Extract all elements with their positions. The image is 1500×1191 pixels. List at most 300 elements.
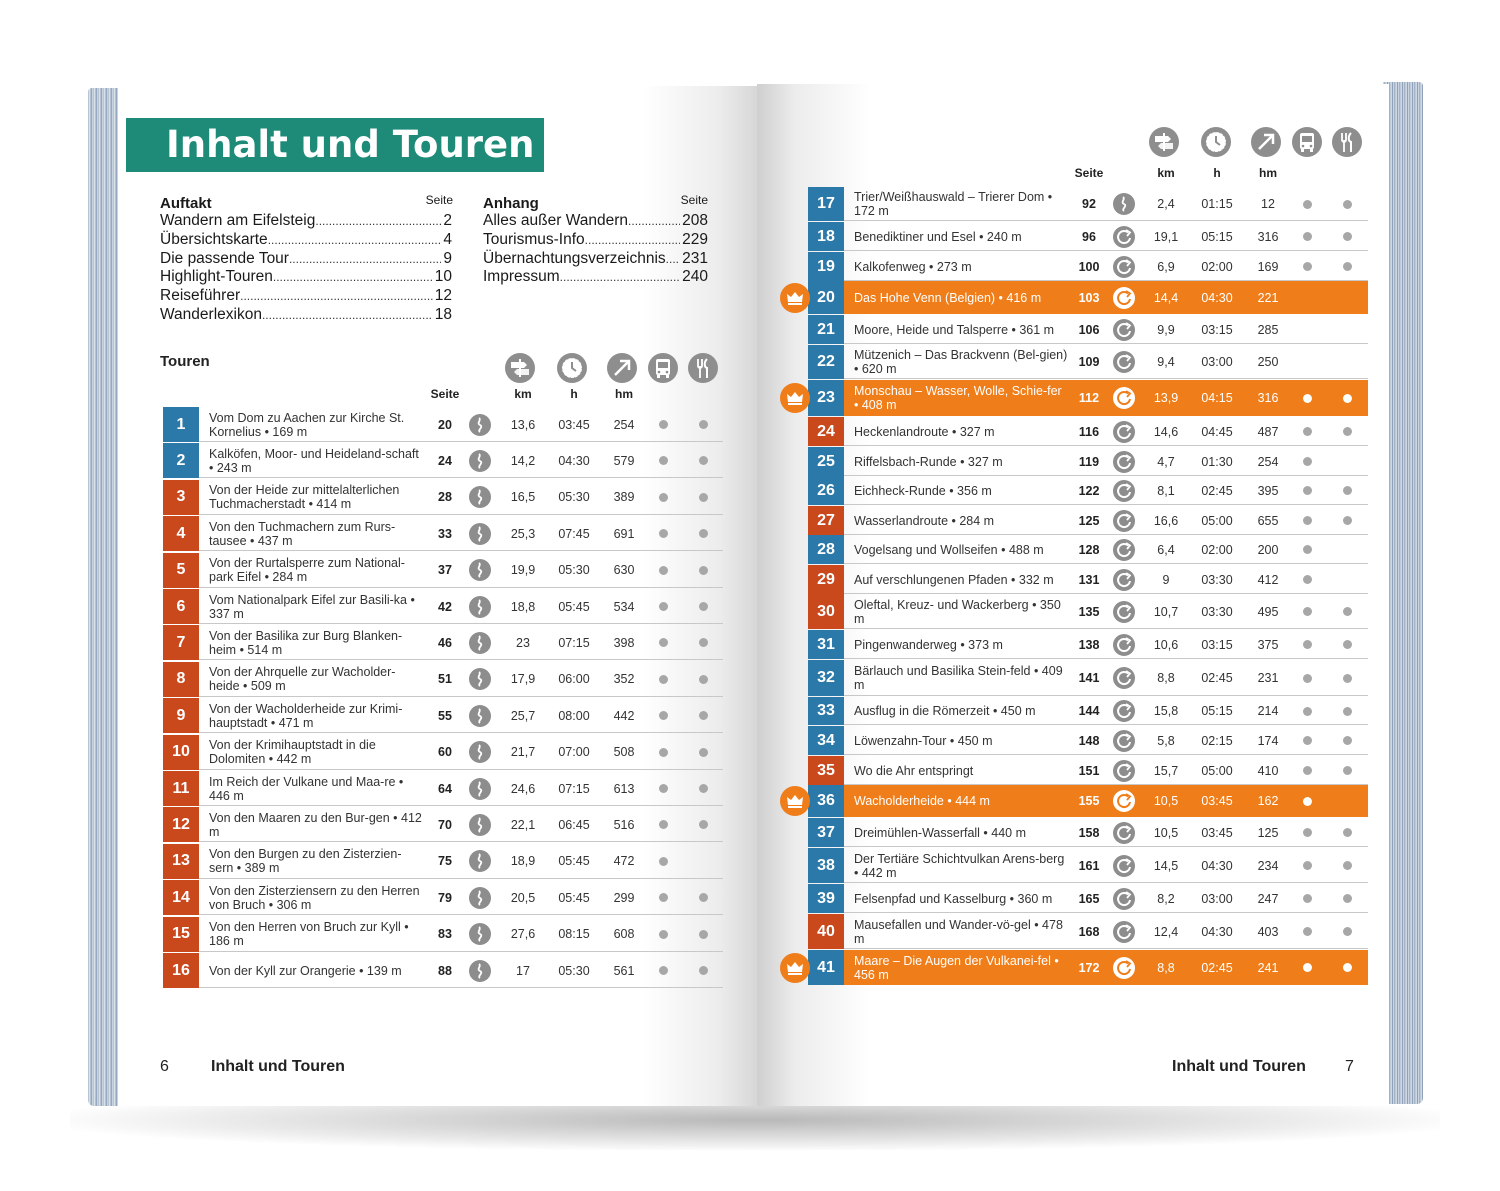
bus-marker-cell xyxy=(653,844,673,879)
tour-row[interactable] xyxy=(808,697,1368,725)
linear-route-icon xyxy=(469,814,491,836)
tour-number: 27 xyxy=(808,506,844,535)
toc-anhang xyxy=(483,195,708,287)
loop-route-icon xyxy=(1113,888,1135,910)
tour-number: 20 xyxy=(808,281,844,314)
tour-row[interactable] xyxy=(808,380,1368,416)
column-header-seite: Seite xyxy=(1074,166,1104,180)
tour-name: Pingenwanderweg • 373 m xyxy=(854,637,1003,652)
tour-type-cell xyxy=(465,625,495,660)
tour-type-cell xyxy=(1109,506,1139,535)
tour-duration: 07:00 xyxy=(558,745,590,760)
bus-marker-cell xyxy=(1297,785,1317,817)
tour-page: 96 xyxy=(1082,229,1096,244)
loop-route-icon xyxy=(1113,957,1135,979)
food-available-dot xyxy=(1343,232,1352,241)
row-divider xyxy=(844,846,1368,847)
bus-marker-cell xyxy=(1297,565,1317,594)
tour-elevation: 125 xyxy=(1257,825,1279,840)
tour-type-cell xyxy=(1109,535,1139,564)
tour-page: 20 xyxy=(438,417,452,432)
tour-row[interactable] xyxy=(163,917,723,952)
tour-km: 25,7 xyxy=(510,708,536,723)
tour-page: 144 xyxy=(1078,704,1100,718)
food-marker-cell xyxy=(1337,630,1357,659)
tour-km: 18,9 xyxy=(510,854,536,869)
toc-entry[interactable] xyxy=(160,231,452,250)
loop-route-icon xyxy=(1113,287,1135,309)
loop-route-icon xyxy=(1113,790,1135,812)
loop-route-icon xyxy=(1113,451,1135,473)
food-available-dot xyxy=(1343,927,1352,936)
toc-entry[interactable] xyxy=(483,268,708,287)
tour-km: 16,5 xyxy=(510,490,536,505)
tour-row[interactable] xyxy=(808,281,1368,314)
tour-page: 88 xyxy=(438,963,452,978)
tour-km: 15,7 xyxy=(1153,763,1179,778)
tour-km: 24,6 xyxy=(510,781,536,796)
tour-elevation: 352 xyxy=(613,672,635,687)
tour-number: 4 xyxy=(163,516,199,551)
highlight-crown-icon xyxy=(780,786,810,816)
tour-page: 158 xyxy=(1078,825,1100,840)
food-marker-cell xyxy=(693,625,713,660)
bus-marker-cell xyxy=(653,771,673,806)
loop-route-icon xyxy=(1113,601,1135,623)
tour-row[interactable] xyxy=(808,345,1368,379)
tour-row[interactable] xyxy=(808,476,1368,505)
toc-entry-label: Übersichtskarte xyxy=(160,230,268,248)
tour-type-cell xyxy=(1109,884,1139,913)
tour-number: 38 xyxy=(808,848,844,883)
tour-duration: 08:00 xyxy=(558,708,590,723)
column-header-km: km xyxy=(514,387,532,401)
toc-leader-dots xyxy=(262,306,433,325)
tour-row[interactable] xyxy=(163,771,723,806)
linear-route-icon xyxy=(469,887,491,909)
food-marker-cell xyxy=(1337,914,1357,949)
tour-row[interactable] xyxy=(808,222,1368,251)
tour-number: 36 xyxy=(808,785,844,817)
tour-page: 135 xyxy=(1078,604,1100,619)
row-divider xyxy=(844,220,1368,221)
bus-available-dot xyxy=(659,529,668,538)
tour-row[interactable] xyxy=(808,785,1368,817)
food-available-dot xyxy=(1343,486,1352,495)
food-available-dot xyxy=(699,675,708,684)
tour-km: 10,5 xyxy=(1153,825,1179,840)
tour-name: Riffelsbach-Runde • 327 m xyxy=(854,454,1003,469)
food-available-dot xyxy=(1343,861,1352,870)
tour-row[interactable] xyxy=(163,662,723,697)
toc-entry-label: Tourismus-Info xyxy=(483,230,585,248)
food-marker-cell xyxy=(693,917,713,952)
tour-row[interactable] xyxy=(808,506,1368,535)
tour-duration: 03:30 xyxy=(1201,604,1233,619)
tour-elevation: 403 xyxy=(1257,924,1279,939)
tour-row[interactable] xyxy=(808,848,1368,883)
tour-page: 141 xyxy=(1078,671,1100,685)
tour-row[interactable] xyxy=(808,252,1368,281)
footer-page-number-left: 6 xyxy=(160,1058,169,1075)
tour-row[interactable] xyxy=(163,480,723,515)
tour-elevation: 162 xyxy=(1257,794,1279,808)
tour-km: 25,3 xyxy=(510,526,536,541)
toc-entry[interactable] xyxy=(483,250,708,269)
bus-marker-cell xyxy=(1297,222,1317,251)
food-marker-cell xyxy=(1337,848,1357,883)
toc-anhang-heading: Anhang xyxy=(483,195,539,212)
loop-route-icon xyxy=(1113,921,1135,943)
food-marker-cell xyxy=(693,443,713,478)
food-available-dot xyxy=(1343,262,1352,271)
tour-type-cell xyxy=(1109,222,1139,251)
tour-number: 1 xyxy=(163,407,199,442)
toc-leader-dots xyxy=(273,268,433,287)
tour-row[interactable] xyxy=(163,589,723,624)
tour-km: 18,8 xyxy=(510,599,536,614)
tour-row[interactable] xyxy=(808,660,1368,696)
tour-type-cell xyxy=(465,953,495,988)
linear-route-icon xyxy=(469,450,491,472)
row-divider xyxy=(844,628,1368,629)
toc-entry-label: Wandern am Eifelsteig xyxy=(160,212,316,229)
tour-row[interactable] xyxy=(163,953,723,988)
tour-row[interactable] xyxy=(808,818,1368,847)
clock-icon xyxy=(1201,127,1231,157)
linear-route-icon xyxy=(469,778,491,800)
tour-row[interactable] xyxy=(808,594,1368,629)
bus-available-dot xyxy=(659,493,668,502)
food-marker-cell xyxy=(693,589,713,624)
tour-km: 9,9 xyxy=(1157,322,1175,337)
tour-km: 13,6 xyxy=(510,417,536,432)
toc-auftakt-seite-label: Seite xyxy=(425,193,453,207)
tour-row[interactable] xyxy=(163,443,723,478)
tour-page: 165 xyxy=(1078,891,1100,906)
toc-entry-label: Impressum xyxy=(483,268,560,286)
food-marker-cell xyxy=(693,953,713,988)
toc-auftakt xyxy=(160,195,452,325)
tour-km: 10,5 xyxy=(1153,794,1179,808)
tour-type-cell xyxy=(1109,315,1139,344)
tour-row[interactable] xyxy=(808,950,1368,985)
tour-km: 21,7 xyxy=(510,745,536,760)
tour-name: Vogelsang und Wollseifen • 488 m xyxy=(854,542,1044,557)
tour-number: 11 xyxy=(163,771,199,806)
toc-leader-dots xyxy=(289,250,441,269)
tour-name: Von den Zisterziensern zu den Herren von Bruch • 306 m xyxy=(209,883,420,912)
food-available-dot xyxy=(699,638,708,647)
tour-name: Benediktiner und Esel • 240 m xyxy=(854,229,1022,244)
tour-name: Von der Basilika zur Burg Blanken-heim • 514 m xyxy=(209,628,403,657)
bus-marker-cell xyxy=(1297,726,1317,755)
tour-number: 28 xyxy=(808,535,844,564)
bus-marker-cell xyxy=(653,625,673,660)
tour-km: 4,7 xyxy=(1157,454,1175,469)
tour-name: Vom Dom zu Aachen zur Kirche St. Kornelius • 169 m xyxy=(209,410,405,439)
bus-marker-cell xyxy=(1297,380,1317,416)
tour-number: 9 xyxy=(163,698,199,733)
food-marker-cell xyxy=(1337,222,1357,251)
toc-entry[interactable] xyxy=(160,268,452,287)
tour-name: Von der Wacholderheide zur Krimi-hauptstadt • 471 m xyxy=(209,701,403,730)
tour-number: 26 xyxy=(808,476,844,505)
tour-km: 10,6 xyxy=(1153,637,1179,652)
tour-page: 92 xyxy=(1082,197,1096,211)
tour-row[interactable] xyxy=(163,844,723,879)
bus-available-dot xyxy=(659,420,668,429)
tour-row[interactable] xyxy=(808,417,1368,446)
tour-type-cell xyxy=(1109,697,1139,725)
tour-type-cell xyxy=(465,443,495,478)
food-marker-cell xyxy=(693,480,713,515)
tour-row[interactable] xyxy=(163,625,723,660)
bus-available-dot xyxy=(659,675,668,684)
tour-name: Oleftal, Kreuz- und Wackerberg • 350 m xyxy=(854,597,1061,626)
loop-route-icon xyxy=(1113,387,1135,409)
tour-type-cell xyxy=(465,771,495,806)
tour-page: 112 xyxy=(1078,391,1100,405)
tour-page: 172 xyxy=(1078,960,1100,975)
tour-duration: 04:30 xyxy=(1201,858,1233,873)
tour-elevation: 234 xyxy=(1257,858,1279,873)
tour-row[interactable] xyxy=(808,914,1368,949)
toc-entry-page: 4 xyxy=(443,230,452,248)
bus-marker-cell xyxy=(1297,506,1317,535)
toc-anhang-seite-label: Seite xyxy=(680,193,708,207)
tour-name: Maare – Die Augen der Vulkanei-fel • 456 m xyxy=(854,953,1059,982)
tour-elevation: 534 xyxy=(613,599,635,614)
bus-marker-cell xyxy=(1297,697,1317,725)
bus-available-dot xyxy=(659,930,668,939)
toc-entry-page: 10 xyxy=(434,268,452,286)
row-divider xyxy=(199,769,723,770)
bus-marker-cell xyxy=(653,880,673,915)
highlight-crown-icon xyxy=(780,953,810,983)
tour-row[interactable] xyxy=(808,187,1368,221)
tour-elevation: 200 xyxy=(1257,542,1279,557)
tour-duration: 05:30 xyxy=(558,563,590,578)
tour-duration: 02:15 xyxy=(1201,733,1233,748)
tour-duration: 03:45 xyxy=(1201,825,1233,840)
tour-duration: 04:30 xyxy=(1201,290,1233,305)
tour-number: 21 xyxy=(808,315,844,344)
bus-available-dot xyxy=(659,602,668,611)
column-header-hm: hm xyxy=(1259,166,1277,180)
tour-row[interactable] xyxy=(808,565,1368,594)
bus-marker-cell xyxy=(1297,884,1317,913)
tour-page: 60 xyxy=(438,745,452,760)
tour-name: Auf verschlungenen Pfaden • 332 m xyxy=(854,572,1054,587)
toc-entry[interactable] xyxy=(160,287,452,306)
tour-row[interactable] xyxy=(808,630,1368,659)
column-header-h: h xyxy=(570,387,578,401)
tour-elevation: 316 xyxy=(1257,391,1279,405)
bus-available-dot xyxy=(1303,427,1312,436)
bus-available-dot xyxy=(1303,640,1312,649)
tour-type-cell xyxy=(465,553,495,588)
tour-row[interactable] xyxy=(808,535,1368,564)
tour-type-cell xyxy=(1109,848,1139,883)
toc-leader-dots xyxy=(240,287,433,306)
toc-leader-dots xyxy=(628,212,680,231)
bus-available-dot xyxy=(1303,232,1312,241)
tour-elevation: 691 xyxy=(613,526,635,541)
tour-page: 83 xyxy=(438,927,452,942)
tour-duration: 05:45 xyxy=(558,599,590,614)
toc-entry[interactable] xyxy=(483,212,708,231)
tour-row[interactable] xyxy=(163,407,723,442)
food-available-dot xyxy=(699,566,708,575)
toc-entry[interactable] xyxy=(483,231,708,250)
touren-heading: Touren xyxy=(160,353,210,370)
tour-type-cell xyxy=(1109,950,1139,985)
tour-page: 100 xyxy=(1078,259,1100,274)
row-divider xyxy=(199,587,723,588)
tour-row[interactable] xyxy=(808,315,1368,344)
column-header-hm: hm xyxy=(615,387,633,401)
bus-marker-cell xyxy=(1297,914,1317,949)
tour-type-cell xyxy=(1109,660,1139,696)
tour-type-cell xyxy=(465,662,495,697)
toc-entry[interactable] xyxy=(160,212,452,231)
toc-entry[interactable] xyxy=(160,250,452,269)
tour-page: 116 xyxy=(1078,424,1100,439)
tour-page: 33 xyxy=(438,526,452,541)
tour-type-cell xyxy=(465,807,495,842)
tour-duration: 04:15 xyxy=(1201,391,1233,405)
tour-name: Kalkofenweg • 273 m xyxy=(854,259,972,274)
clock-icon xyxy=(557,353,587,383)
tour-elevation: 655 xyxy=(1257,513,1279,528)
linear-route-icon xyxy=(469,850,491,872)
tour-number: 19 xyxy=(808,252,844,281)
column-header-h: h xyxy=(1213,166,1221,180)
food-available-dot xyxy=(1343,516,1352,525)
tour-type-cell xyxy=(465,917,495,952)
bus-marker-cell xyxy=(653,480,673,515)
tour-row[interactable] xyxy=(808,447,1368,476)
tour-type-cell xyxy=(1109,818,1139,847)
bus-available-dot xyxy=(659,820,668,829)
tour-number: 18 xyxy=(808,222,844,251)
tour-type-cell xyxy=(1109,726,1139,755)
food-marker-cell xyxy=(1337,417,1357,446)
tour-duration: 05:45 xyxy=(558,890,590,905)
toc-entry-label: Alles außer Wandern xyxy=(483,212,629,229)
tour-row[interactable] xyxy=(808,884,1368,913)
food-available-dot xyxy=(699,820,708,829)
tour-duration: 05:45 xyxy=(558,854,590,869)
tour-elevation: 375 xyxy=(1257,637,1279,652)
loop-route-icon xyxy=(1113,539,1135,561)
tour-elevation: 487 xyxy=(1257,424,1279,439)
tour-duration: 05:15 xyxy=(1201,229,1233,244)
toc-entry-label: Reiseführer xyxy=(160,287,241,305)
tour-elevation: 516 xyxy=(613,817,635,832)
tour-elevation: 231 xyxy=(1257,671,1279,685)
tour-row[interactable] xyxy=(163,880,723,915)
food-available-dot xyxy=(699,493,708,502)
row-divider xyxy=(199,878,723,879)
tour-duration: 02:00 xyxy=(1201,542,1233,557)
row-divider xyxy=(199,550,723,551)
food-available-dot xyxy=(699,711,708,720)
tour-duration: 05:00 xyxy=(1201,763,1233,778)
tour-type-cell xyxy=(1109,594,1139,629)
toc-entry-page: 18 xyxy=(434,305,452,323)
tour-number: 8 xyxy=(163,662,199,697)
toc-entry-label: Übernachtungsverzeichnis xyxy=(483,249,666,267)
tour-row[interactable] xyxy=(163,698,723,733)
tour-row[interactable] xyxy=(163,553,723,588)
tour-elevation: 412 xyxy=(1257,572,1279,587)
bus-marker-cell xyxy=(653,917,673,952)
loop-route-icon xyxy=(1113,569,1135,591)
loop-route-icon xyxy=(1113,730,1135,752)
tour-type-cell xyxy=(465,516,495,551)
tour-name: Von den Tuchmachern zum Rurs-tausee • 437 m xyxy=(209,519,396,548)
bus-available-dot xyxy=(659,966,668,975)
tour-type-cell xyxy=(1109,565,1139,594)
tour-km: 22,1 xyxy=(510,817,536,832)
tour-name: Der Tertiäre Schichtvulkan Arens-berg • 442 m xyxy=(854,851,1065,880)
tour-km: 17,9 xyxy=(510,672,536,687)
tour-type-cell xyxy=(465,698,495,733)
linear-route-icon xyxy=(469,705,491,727)
row-divider xyxy=(844,378,1368,379)
food-available-dot xyxy=(1343,736,1352,745)
food-marker-cell xyxy=(1337,884,1357,913)
bus-marker-cell xyxy=(653,407,673,442)
tour-number: 30 xyxy=(808,594,844,629)
bus-marker-cell xyxy=(1297,848,1317,883)
tour-row[interactable] xyxy=(163,735,723,770)
linear-route-icon xyxy=(469,668,491,690)
row-divider xyxy=(199,732,723,733)
tour-type-cell xyxy=(1109,476,1139,505)
bus-available-dot xyxy=(1303,545,1312,554)
food-available-dot xyxy=(699,529,708,538)
linear-route-icon xyxy=(469,559,491,581)
tour-number: 5 xyxy=(163,553,199,588)
food-marker-cell xyxy=(1337,252,1357,281)
tour-row[interactable] xyxy=(808,756,1368,785)
tour-duration: 06:45 xyxy=(558,817,590,832)
row-divider xyxy=(199,987,723,988)
food-marker-cell xyxy=(1337,380,1357,416)
tour-number: 34 xyxy=(808,726,844,755)
tour-duration: 04:30 xyxy=(558,453,590,468)
tour-number: 23 xyxy=(808,380,844,416)
tour-row[interactable] xyxy=(808,726,1368,755)
tour-elevation: 247 xyxy=(1257,891,1279,906)
linear-route-icon xyxy=(469,741,491,763)
bus-available-dot xyxy=(1303,894,1312,903)
bus-marker-cell xyxy=(1297,630,1317,659)
tour-name: Heckenlandroute • 327 m xyxy=(854,424,995,439)
footer-title-left: Inhalt und Touren xyxy=(211,1058,345,1075)
tour-page: 125 xyxy=(1078,513,1100,528)
tour-row[interactable] xyxy=(163,516,723,551)
row-divider xyxy=(199,477,723,478)
row-divider xyxy=(844,445,1368,446)
bus-available-dot xyxy=(659,748,668,757)
tour-name: Das Hohe Venn (Belgien) • 416 m xyxy=(854,290,1042,305)
toc-entry[interactable] xyxy=(160,306,452,325)
tour-row[interactable] xyxy=(163,807,723,842)
